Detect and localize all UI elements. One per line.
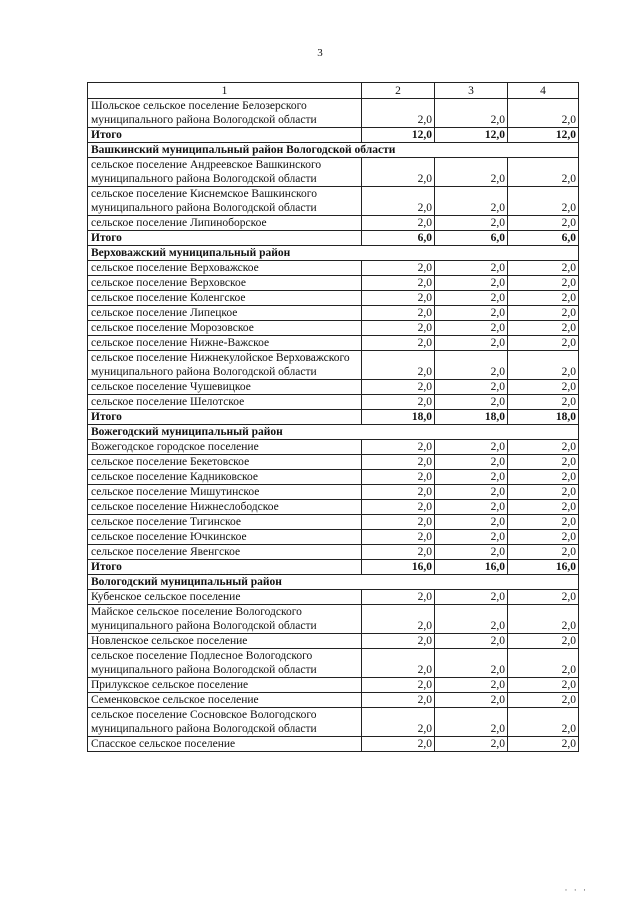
allocation-table [87,82,579,752]
value-col-3: 2,0 [435,216,508,231]
value-col-4: 2,0 [508,158,579,187]
value-col-3: 2,0 [435,321,508,336]
value-col-2: 2,0 [362,158,435,187]
value-col-2: 2,0 [362,321,435,336]
district-header-row [88,575,579,590]
settlement-name: Спасское сельское поселение [88,737,362,752]
value-col-4: 2,0 [508,351,579,380]
total-label: Итого [88,128,362,143]
settlement-name: сельское поселение Кадниковское [88,470,362,485]
value-col-4: 2,0 [508,216,579,231]
value-col-3: 2,0 [435,634,508,649]
value-col-2: 2,0 [362,380,435,395]
value-col-4: 12,0 [508,128,579,143]
table-header-row [88,83,579,99]
settlement-name: сельское поселение Нижнекулойское Верховажского муниципального района Вологодской области [88,351,362,380]
settlement-name: сельское поселение Коленгское [88,291,362,306]
value-col-3: 2,0 [435,395,508,410]
settlement-name: сельское поселение Ючкинское [88,530,362,545]
settlement-name: сельское поселение Чушевицкое [88,380,362,395]
settlement-name: сельское поселение Мишутинское [88,485,362,500]
settlement-name: Вожегодское городское поселение [88,440,362,455]
value-col-2: 2,0 [362,605,435,634]
value-col-2: 2,0 [362,306,435,321]
value-col-4: 2,0 [508,99,579,128]
value-col-2: 2,0 [362,693,435,708]
table-row [88,678,579,693]
table-row [88,276,579,291]
value-col-2: 2,0 [362,261,435,276]
table-row [88,380,579,395]
value-col-4: 2,0 [508,470,579,485]
value-col-3: 2,0 [435,351,508,380]
value-col-2: 2,0 [362,515,435,530]
value-col-3: 2,0 [435,500,508,515]
value-col-3: 2,0 [435,605,508,634]
settlement-name: Майское сельское поселение Вологодского муниципального района Вологодской области [88,605,362,634]
settlement-name: сельское поселение Сосновское Вологодского муниципального района Вологодской области [88,708,362,737]
value-col-2: 2,0 [362,470,435,485]
value-col-4: 2,0 [508,605,579,634]
value-col-3: 2,0 [435,291,508,306]
table-row [88,440,579,455]
value-col-2: 2,0 [362,187,435,216]
header-col-4: 4 [508,83,579,99]
value-col-3: 2,0 [435,261,508,276]
header-col-2: 2 [362,83,435,99]
value-col-4: 2,0 [508,187,579,216]
header-col-3: 3 [435,83,508,99]
value-col-4: 2,0 [508,693,579,708]
table-row [88,500,579,515]
value-col-2: 2,0 [362,634,435,649]
value-col-2: 2,0 [362,590,435,605]
value-col-2: 2,0 [362,99,435,128]
value-col-3: 2,0 [435,380,508,395]
total-label: Итого [88,231,362,246]
settlement-name: сельское поселение Нижне-Важское [88,336,362,351]
value-col-3: 2,0 [435,455,508,470]
value-col-3: 2,0 [435,276,508,291]
value-col-3: 2,0 [435,99,508,128]
total-row [88,410,579,425]
table-row [88,737,579,752]
table-row [88,395,579,410]
value-col-3: 2,0 [435,590,508,605]
settlement-name: Новленское сельское поселение [88,634,362,649]
district-name: Вожегодский муниципальный район [88,425,579,440]
value-col-2: 2,0 [362,485,435,500]
table-row [88,693,579,708]
district-header-row [88,143,579,158]
table-row [88,545,579,560]
value-col-4: 2,0 [508,678,579,693]
table-row [88,336,579,351]
value-col-2: 2,0 [362,291,435,306]
value-col-4: 2,0 [508,455,579,470]
value-col-3: 12,0 [435,128,508,143]
settlement-name: сельское поселение Липиноборское [88,216,362,231]
value-col-2: 2,0 [362,545,435,560]
value-col-4: 2,0 [508,530,579,545]
footer-mark: · · · [564,885,588,895]
value-col-4: 2,0 [508,261,579,276]
value-col-2: 2,0 [362,530,435,545]
value-col-2: 12,0 [362,128,435,143]
value-col-2: 2,0 [362,500,435,515]
value-col-3: 2,0 [435,187,508,216]
value-col-3: 16,0 [435,560,508,575]
value-col-2: 2,0 [362,351,435,380]
value-col-4: 2,0 [508,737,579,752]
table-row [88,634,579,649]
value-col-4: 2,0 [508,395,579,410]
settlement-name: сельское поселение Явенгское [88,545,362,560]
total-row [88,128,579,143]
value-col-4: 2,0 [508,515,579,530]
value-col-3: 2,0 [435,693,508,708]
value-col-4: 2,0 [508,485,579,500]
settlement-name: сельское поселение Тигинское [88,515,362,530]
value-col-2: 2,0 [362,276,435,291]
table-row [88,649,579,678]
value-col-3: 2,0 [435,530,508,545]
settlement-name: Прилукское сельское поселение [88,678,362,693]
table-row [88,99,579,128]
value-col-4: 2,0 [508,649,579,678]
value-col-3: 2,0 [435,515,508,530]
value-col-2: 2,0 [362,216,435,231]
settlement-name: сельское поселение Липецкое [88,306,362,321]
settlement-name: сельское поселение Нижнеслободское [88,500,362,515]
district-name: Верховажский муниципальный район [88,246,579,261]
table-row [88,158,579,187]
value-col-2: 6,0 [362,231,435,246]
header-col-1: 1 [88,83,362,99]
value-col-4: 6,0 [508,231,579,246]
value-col-3: 2,0 [435,306,508,321]
value-col-3: 2,0 [435,336,508,351]
table-row [88,321,579,336]
table-row [88,470,579,485]
value-col-4: 2,0 [508,276,579,291]
value-col-2: 2,0 [362,395,435,410]
settlement-name: сельское поселение Морозовское [88,321,362,336]
value-col-2: 2,0 [362,649,435,678]
settlement-name: сельское поселение Бекетовское [88,455,362,470]
settlement-name: Кубенское сельское поселение [88,590,362,605]
settlement-name: Шольское сельское поселение Белозерского муниципального района Вологодской области [88,99,362,128]
value-col-4: 2,0 [508,380,579,395]
value-col-4: 2,0 [508,306,579,321]
value-col-2: 2,0 [362,678,435,693]
table-row [88,306,579,321]
value-col-3: 2,0 [435,440,508,455]
value-col-3: 2,0 [435,678,508,693]
value-col-2: 2,0 [362,455,435,470]
value-col-3: 2,0 [435,485,508,500]
settlement-name: сельское поселение Верховажское [88,261,362,276]
value-col-3: 2,0 [435,649,508,678]
table-row [88,708,579,737]
district-header-row [88,246,579,261]
value-col-3: 2,0 [435,708,508,737]
settlement-name: сельское поселение Андреевское Вашкинского муниципального района Вологодской области [88,158,362,187]
value-col-3: 2,0 [435,470,508,485]
table-row [88,605,579,634]
total-label: Итого [88,410,362,425]
settlement-name: сельское поселение Верховское [88,276,362,291]
value-col-2: 2,0 [362,336,435,351]
page-number: 3 [317,47,323,59]
table-row [88,455,579,470]
table-row [88,291,579,306]
district-name: Вашкинский муниципальный район Вологодской области [88,143,579,158]
total-label: Итого [88,560,362,575]
table-body [88,99,579,752]
value-col-4: 2,0 [508,321,579,336]
total-row [88,560,579,575]
value-col-2: 2,0 [362,440,435,455]
value-col-4: 2,0 [508,634,579,649]
table-row [88,530,579,545]
table-row [88,351,579,380]
value-col-3: 2,0 [435,158,508,187]
value-col-4: 2,0 [508,291,579,306]
district-header-row [88,425,579,440]
settlement-name: сельское поселение Подлесное Вологодского муниципального района Вологодской области [88,649,362,678]
value-col-2: 18,0 [362,410,435,425]
value-col-4: 18,0 [508,410,579,425]
table-row [88,590,579,605]
value-col-3: 6,0 [435,231,508,246]
value-col-3: 2,0 [435,545,508,560]
value-col-4: 2,0 [508,708,579,737]
value-col-4: 16,0 [508,560,579,575]
value-col-3: 2,0 [435,737,508,752]
table-row [88,187,579,216]
value-col-2: 16,0 [362,560,435,575]
settlement-name: сельское поселение Шелотское [88,395,362,410]
settlement-name: сельское поселение Киснемское Вашкинского муниципального района Вологодской области [88,187,362,216]
value-col-2: 2,0 [362,737,435,752]
table-row [88,261,579,276]
settlement-name: Семенковское сельское поселение [88,693,362,708]
district-name: Вологодский муниципальный район [88,575,579,590]
table-row [88,515,579,530]
value-col-3: 18,0 [435,410,508,425]
value-col-4: 2,0 [508,336,579,351]
table-row [88,216,579,231]
value-col-4: 2,0 [508,590,579,605]
value-col-4: 2,0 [508,500,579,515]
total-row [88,231,579,246]
value-col-4: 2,0 [508,440,579,455]
table-row [88,485,579,500]
value-col-4: 2,0 [508,545,579,560]
value-col-2: 2,0 [362,708,435,737]
